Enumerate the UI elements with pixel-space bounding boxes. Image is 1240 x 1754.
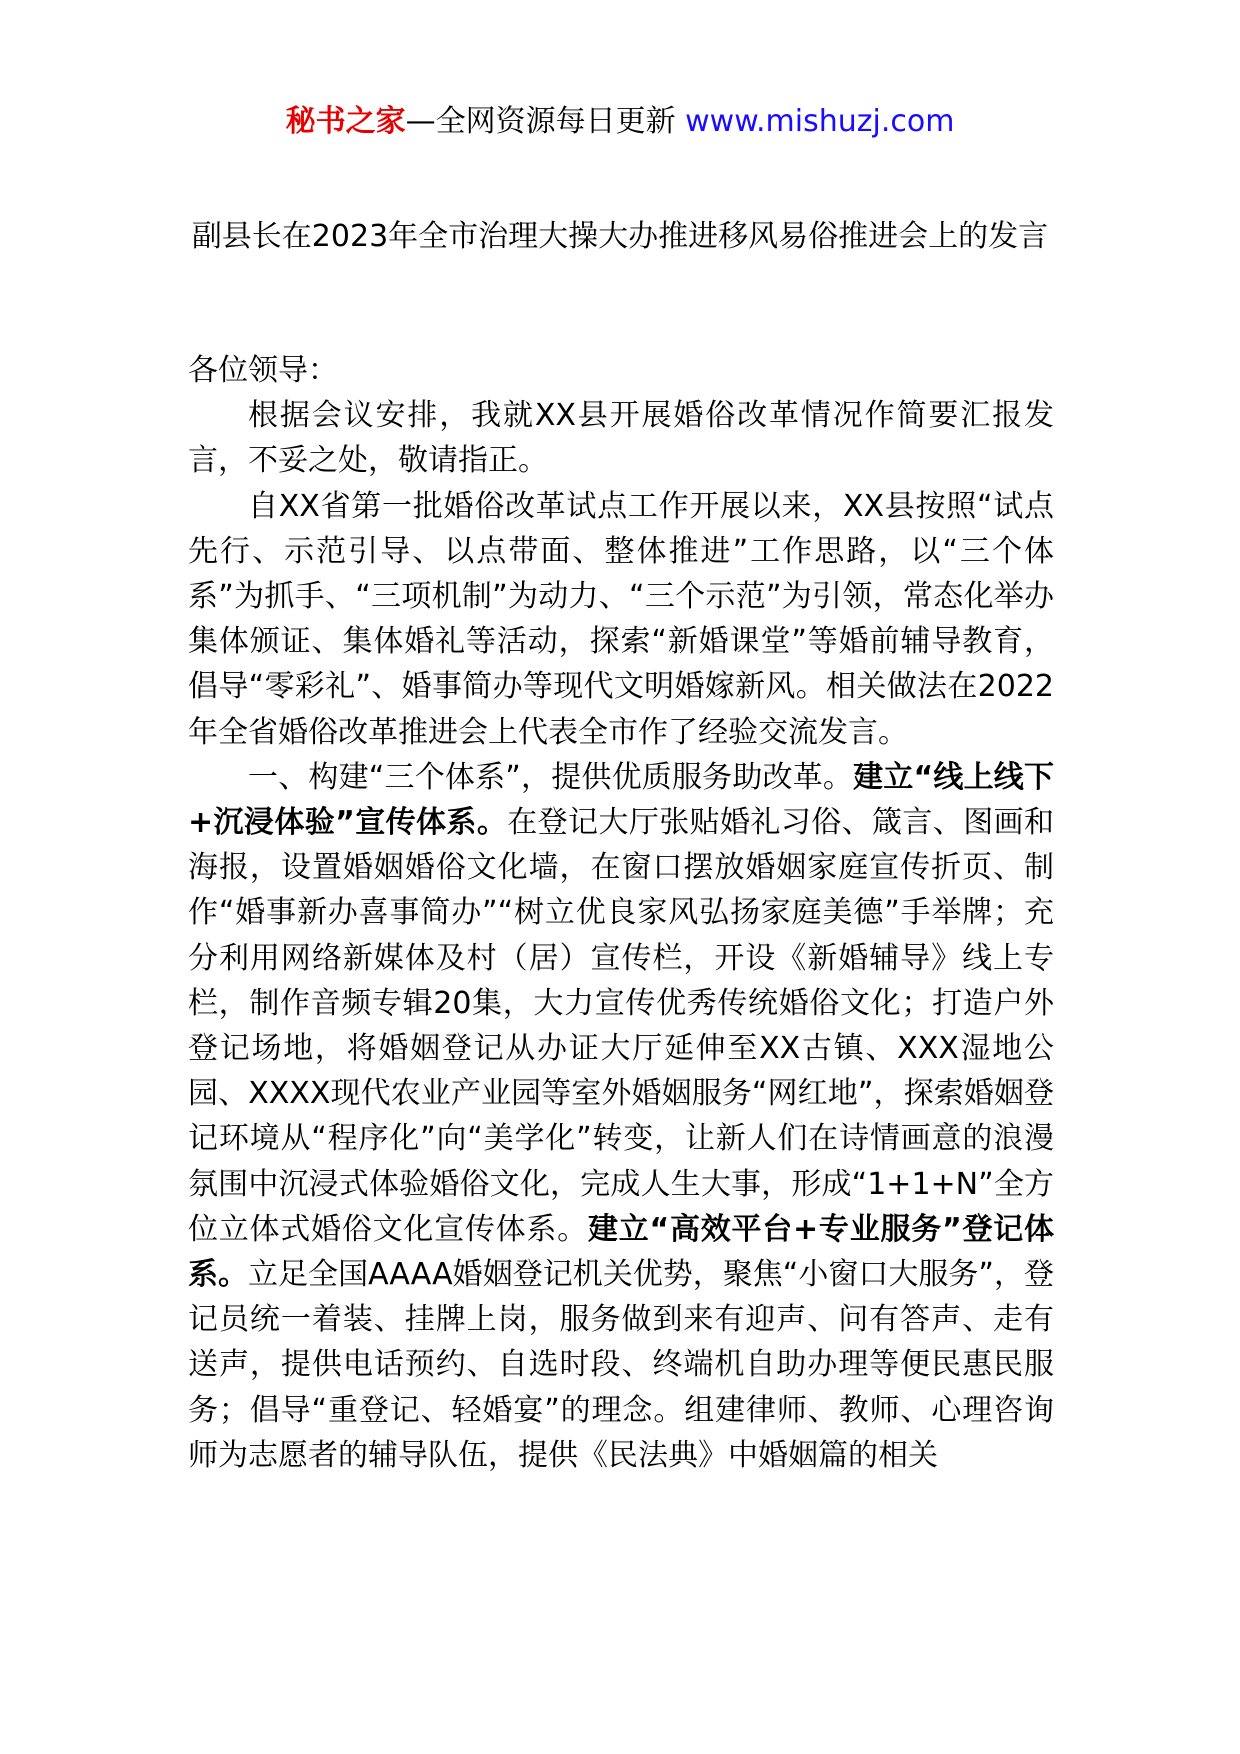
subheading-publicity-system: 建立“线上线下+沉浸体验”宣传体系。 xyxy=(188,759,1054,841)
paragraph-section-one xyxy=(188,755,1054,1478)
salutation: 各位领导： xyxy=(188,353,338,388)
registration-system-text: 立足全国AAAA婚姻登记机关优势，聚焦“小窗口大服务”，登记员统一着装、挂牌上岗，服务做到来有迎声、问有答声、走有送声，提供电话预约、自选时段、终端机自助办理等便民惠民服务；倡导“重登记、轻婚宴”的理念。组建律师、教师、心理咨询师为志愿者的辅导队伍，提供《民法典》中婚姻篇的相关 xyxy=(188,1257,1054,1473)
site-banner xyxy=(0,100,1240,144)
section-one-heading: 一、构建“三个体系”，提供优质服务助改革。 xyxy=(248,759,854,795)
subheading-registration-system: 建立“高效平台+专业服务”登记体系。 xyxy=(188,1211,1054,1293)
site-tagline: —全网资源每日更新 xyxy=(405,104,686,139)
document-title: 副县长在2023年全市治理大操大办推进移风易俗推进会上的发言 xyxy=(191,219,1049,254)
paragraph-background: 自XX省第一批婚俗改革试点工作开展以来，XX县按照“试点先行、示范引导、以点带面、整体推进”工作思路，以“三个体系”为抓手、“三项机制”为动力、“三个示范”为引领，常态化举办集体颁证、集体婚礼等活动，探索“新婚课堂”等婚前辅导教育，倡导“零彩礼”、婚事简办等现代文明婚嫁新风。相关做法在2022年全省婚俗改革推进会上代表全市作了经验交流发言。 xyxy=(188,488,1054,750)
site-brand: 秘书之家 xyxy=(285,104,406,139)
site-url-link[interactable]: www.mishuzj.com xyxy=(685,104,955,139)
document-body xyxy=(188,348,1054,1478)
paragraph-intro: 根据会议安排，我就XX县开展婚俗改革情况作简要汇报发言，不妥之处，敬请指正。 xyxy=(188,398,1054,479)
publicity-system-text: 在登记大厅张贴婚礼习俗、箴言、图画和海报，设置婚姻婚俗文化墙，在窗口摆放婚姻家庭宣传折页、制作“婚事新办喜事简办”“树立优良家风弘扬家庭美德”手举牌；充分利用网络新媒体及村（居）宣传栏，开设《新婚辅导》线上专栏，制作音频专辑20集，大力宣传优秀传统婚俗文化；打造户外登记场地，将婚姻登记从办证大厅延伸至XX古镇、XXX湿地公园、XXXX现代农业产业园等室外婚姻服务“网红地”，探索婚姻登记环境从“程序化”向“美学化”转变，让新人们在诗情画意的浪漫氛围中沉浸式体验婚俗文化，完成人生大事，形成“1+1+N”全方位立体式婚俗文化宣传体系。 xyxy=(188,805,1054,1247)
